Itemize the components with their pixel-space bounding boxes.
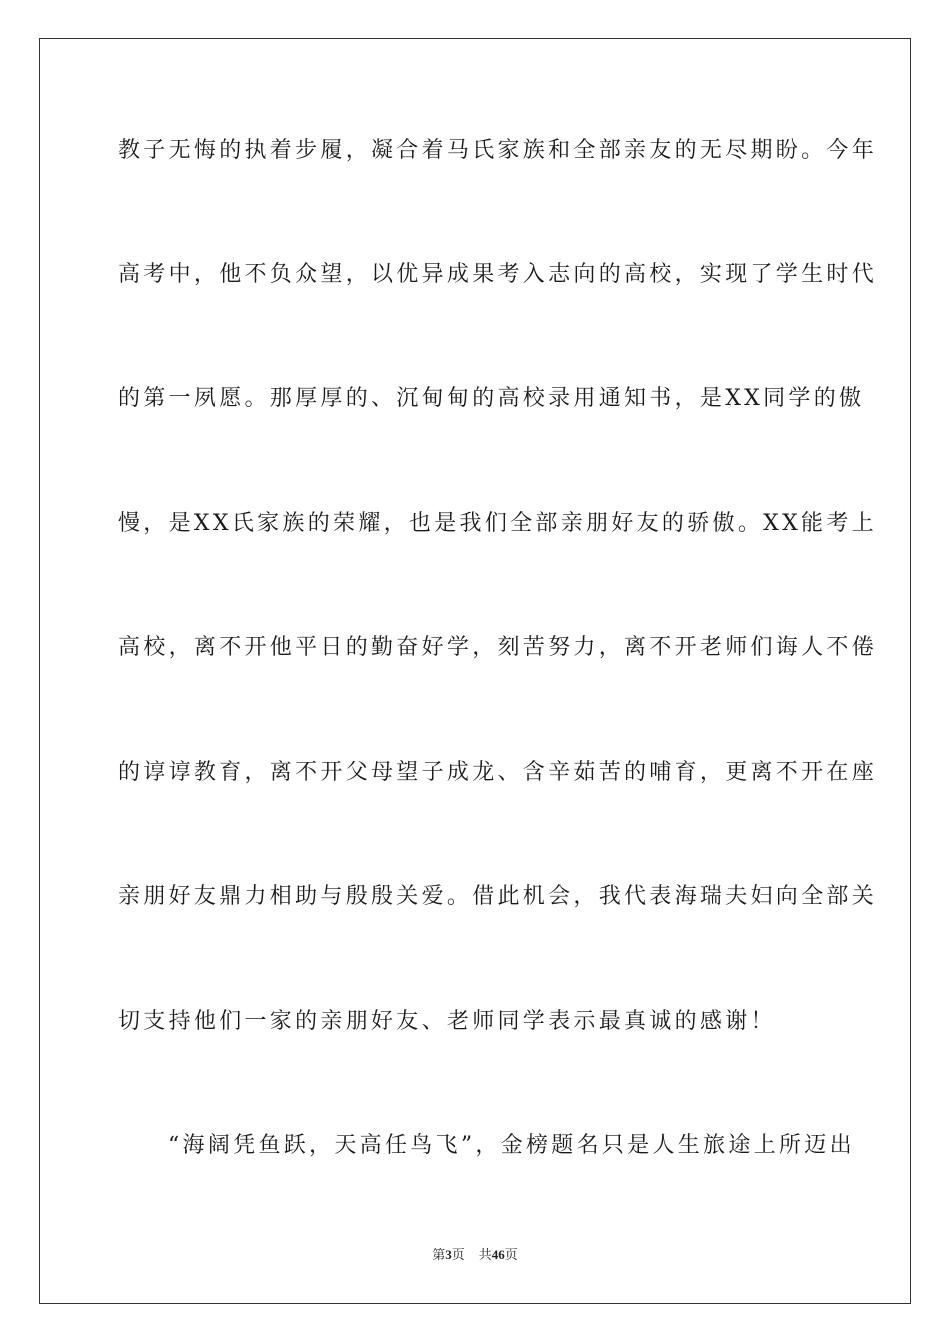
text-line: 的第一夙愿。那厚厚的、沉甸甸的高校录用通知书，是XX同学的傲: [118, 386, 865, 411]
text-line: 高校，离不开他平日的勤奋好学，刻苦努力，离不开老师们诲人不倦: [118, 635, 878, 660]
text-line: 慢，是XX氏家族的荣耀，也是我们全部亲朋好友的骄傲。XX能考上: [118, 511, 877, 536]
text-line: 高考中，他不负众望，以优异成果考入志向的高校，实现了学生时代: [118, 262, 878, 287]
total-pages: 46: [491, 1247, 505, 1262]
total-suffix: 页: [504, 1248, 518, 1263]
page-suffix: 页: [451, 1248, 465, 1263]
total-prefix: 共: [478, 1248, 492, 1263]
text-line: 教子无悔的执着步履，凝合着马氏家族和全部亲友的无尽期盼。今年: [118, 138, 878, 163]
page-border: [39, 38, 911, 1304]
page-number: 3: [445, 1247, 452, 1262]
paragraph-first-line: “海阔凭鱼跃，天高任鸟飞”，金榜题名只是人生旅途上所迈出: [168, 1133, 855, 1158]
page-footer: [0, 1246, 950, 1265]
page-prefix: 第: [432, 1248, 446, 1263]
text-line: 切支持他们一家的亲朋好友、老师同学表示最真诚的感谢！: [118, 1009, 776, 1034]
text-line: 的谆谆教育，离不开父母望子成龙、含辛茹苦的哺育，更离不开在座: [118, 760, 878, 785]
text-line: 亲朋好友鼎力相助与殷殷关爱。借此机会，我代表海瑞夫妇向全部关: [118, 884, 878, 909]
